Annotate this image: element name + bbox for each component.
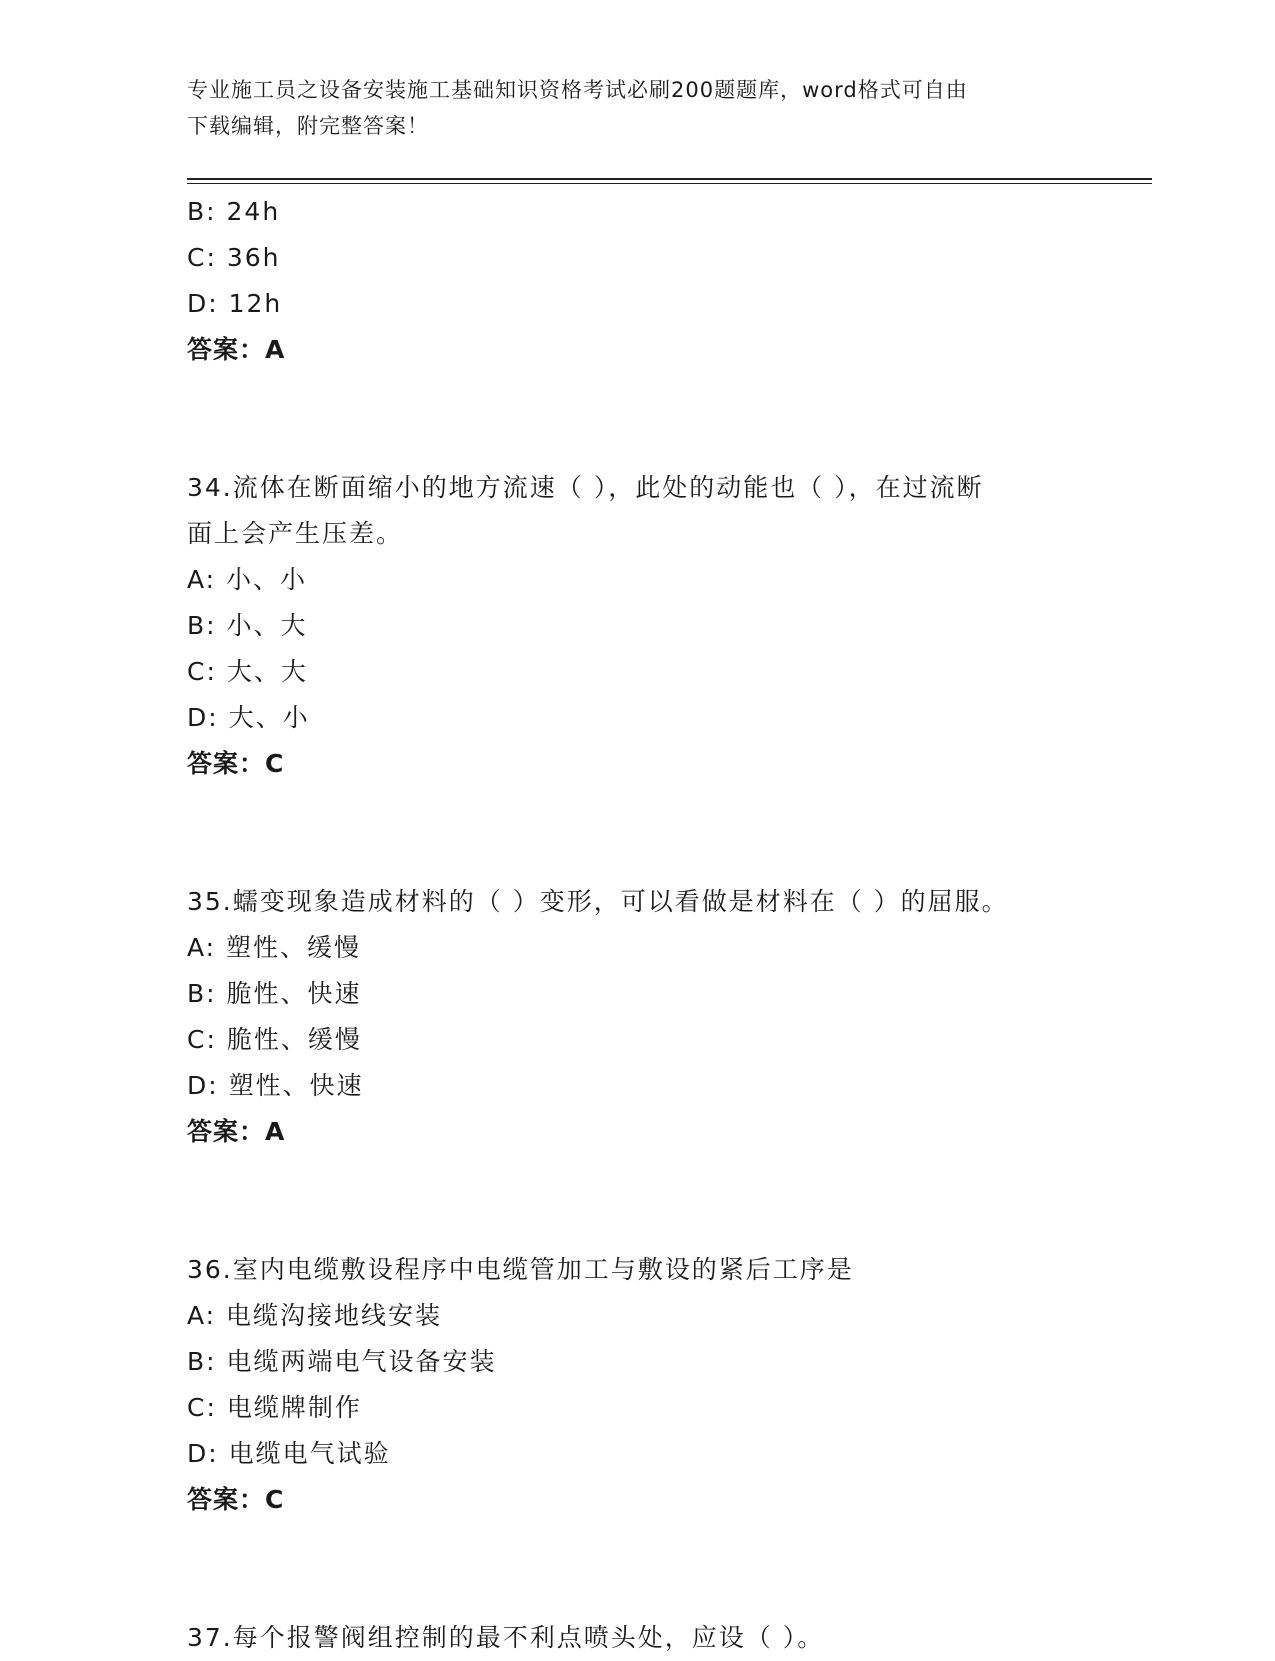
question-stem: 34.流体在断面缩小的地方流速（ ），此处的动能也（ ），在过流断 <box>187 473 984 502</box>
option-c: C: 大、大 <box>187 657 308 686</box>
header-line-1: 专业施工员之设备安装施工基础知识资格考试必刷200题题库，word格式可自由 <box>187 78 968 102</box>
option-a: A: 小、小 <box>187 565 308 594</box>
question-35 <box>187 879 1087 1155</box>
document-header <box>187 72 1067 144</box>
header-line-2: 下载编辑，附完整答案！ <box>187 114 429 138</box>
answer-line: 答案：A <box>187 1117 286 1146</box>
answer-line: 答案：C <box>187 749 285 778</box>
option-d: D: 12h <box>187 289 283 318</box>
question-34 <box>187 465 1087 787</box>
option-c: C: 电缆牌制作 <box>187 1393 362 1422</box>
question-stem: 35.蠕变现象造成材料的（ ）变形，可以看做是材料在（ ）的屈服。 <box>187 887 1009 916</box>
question-37 <box>187 1615 1087 1661</box>
header-divider-thin <box>187 183 1152 184</box>
question-stem: 36.室内电缆敷设程序中电缆管加工与敷设的紧后工序是 <box>187 1255 854 1284</box>
option-c: C: 36h <box>187 243 281 272</box>
question-stem: 37.每个报警阀组控制的最不利点喷头处，应设（ ）。 <box>187 1623 825 1652</box>
option-b: B: 电缆两端电气设备安装 <box>187 1347 497 1376</box>
answer-line: 答案：A <box>187 335 286 364</box>
option-d: D: 塑性、快速 <box>187 1071 364 1100</box>
option-c: C: 脆性、缓慢 <box>187 1025 362 1054</box>
question-36 <box>187 1247 1087 1523</box>
option-a: A: 电缆沟接地线安装 <box>187 1301 443 1330</box>
option-a: A: 塑性、缓慢 <box>187 933 362 962</box>
question-33 <box>187 189 1087 373</box>
option-b: B: 小、大 <box>187 611 308 640</box>
question-list <box>187 189 1087 1661</box>
option-d: D: 大、小 <box>187 703 310 732</box>
question-stem-continued: 面上会产生压差。 <box>187 519 404 548</box>
option-b: B: 脆性、快速 <box>187 979 362 1008</box>
answer-line: 答案：C <box>187 1485 285 1514</box>
option-d: D: 电缆电气试验 <box>187 1439 391 1468</box>
header-divider-thick <box>187 178 1152 180</box>
option-b: B: 24h <box>187 197 281 226</box>
